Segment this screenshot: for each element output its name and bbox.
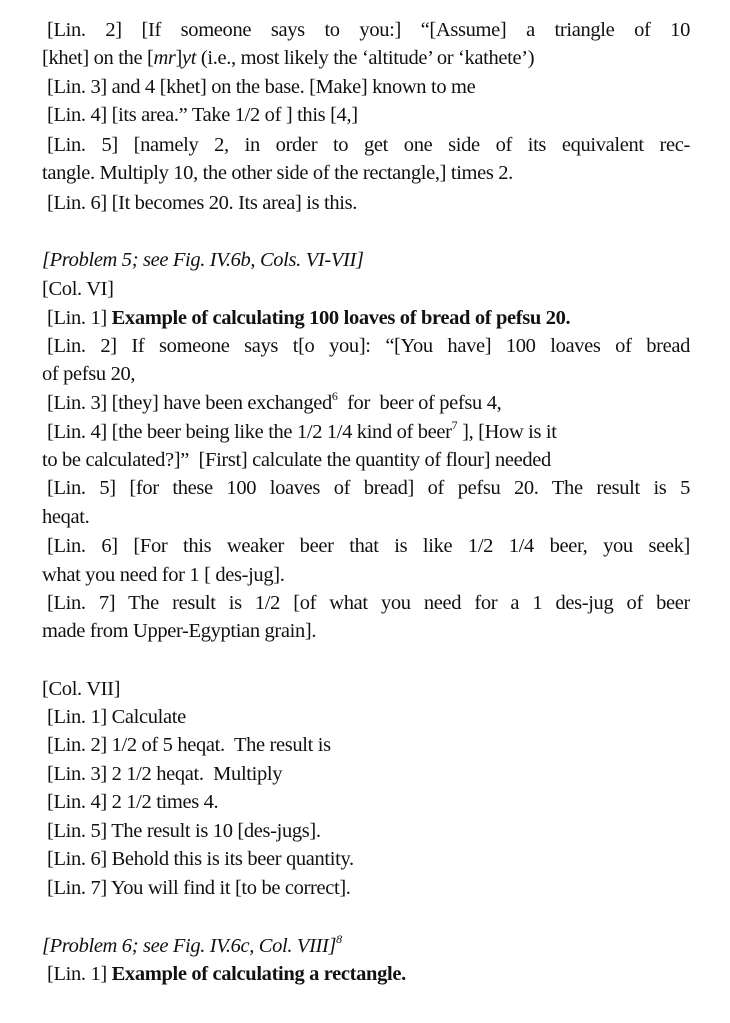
p5-col6-line-6: [47, 532, 690, 560]
line-label: [Lin. 7]: [47, 592, 116, 614]
line-text: what you need for 1 [ des-jug].: [42, 564, 285, 586]
col-6-heading: [Col. VI]: [42, 278, 114, 300]
footnote-marker[interactable]: 7: [451, 418, 458, 433]
col-7-heading: [Col. VII]: [42, 678, 121, 700]
line-text: [for these 100 loaves of bread] of pefsu 20. The result is 5: [129, 477, 690, 499]
p5-col6-line-5-cont: [42, 503, 690, 531]
line-text: (i.e., most likely the ‘altitude’ or ‘kathete’): [196, 47, 535, 69]
p4-line-3: [47, 73, 690, 101]
problem-6-heading: [42, 932, 690, 960]
line-text: of pefsu 20,: [42, 363, 136, 385]
line-text: The result is 10 [des-jugs].: [111, 820, 321, 842]
line-text: [its area.” Take 1/2 of ] this [4,]: [111, 104, 358, 126]
line-text: [they] have been exchanged: [111, 392, 332, 414]
p5-col6-line-7-cont: [42, 617, 690, 645]
p4-line-2-cont: [42, 44, 690, 72]
p5-col6-line-4: [47, 418, 690, 446]
line-label: [Lin. 6]: [47, 535, 118, 557]
p5-col6-line-6-cont: [42, 561, 690, 589]
line-text: If someone says t[o you]: “[You have] 100 loaves of bread: [131, 335, 690, 357]
p5-col6-line-1: [47, 304, 690, 332]
p5-col7-line-1: [47, 703, 690, 731]
italic-term: mr: [153, 47, 176, 69]
p5-col6-line-7: [47, 589, 690, 617]
line-text: You will find it [to be correct].: [110, 877, 351, 899]
line-label: [Lin. 1]: [47, 307, 107, 329]
p4-line-4: [47, 101, 690, 129]
line-text: [khet] on the [: [42, 47, 154, 69]
p5-col7-line-2: [47, 731, 690, 759]
p4-line-6: [47, 189, 690, 217]
p5-col7-line-3: [47, 760, 690, 788]
line-text: for beer of pefsu 4,: [337, 392, 502, 414]
line-text: and 4 [khet] on the base. [Make] known to me: [111, 76, 476, 98]
p5-col7-line-6: [47, 845, 690, 873]
p5-col6-line-2: [47, 332, 690, 360]
line-label: [Lin. 7]: [47, 877, 107, 899]
line-text-bold: Example of calculating 100 loaves of bread of pefsu 20.: [111, 307, 571, 329]
p5-col6-line-3: [47, 389, 690, 417]
line-text: [the beer being like the 1/2 1/4 kind of beer: [111, 421, 452, 443]
line-text: 2 1/2 times 4.: [111, 791, 219, 813]
line-text: 2 1/2 heqat. Multiply: [111, 763, 283, 785]
footnote-marker[interactable]: 6: [331, 389, 338, 404]
line-text: made from Upper-Egyptian grain].: [42, 620, 317, 642]
line-label: [Lin. 1]: [47, 706, 107, 728]
line-text: [For this weaker beer that is like 1/2 1/4 beer, you seek]: [133, 535, 690, 557]
italic-term: yt: [182, 47, 197, 69]
line-text: to be calculated?]” [First] calculate the quantity of flour] needed: [42, 449, 551, 471]
line-text: heqat.: [42, 506, 90, 528]
p5-col7-line-5: [47, 817, 690, 845]
line-text: [If someone says to you:] “[Assume] a triangle of 10: [141, 19, 690, 41]
p5-col7-line-7: [47, 874, 690, 902]
line-text: ], [How is it: [457, 421, 557, 443]
footnote-marker[interactable]: 8: [336, 932, 342, 947]
line-label: [Lin. 4]: [47, 421, 107, 443]
line-text: ]: [175, 47, 183, 69]
p5-col6-line-5: [47, 474, 690, 502]
p4-line-2: [47, 16, 690, 44]
line-label: [Lin. 6]: [47, 848, 107, 870]
line-label: [Lin. 4]: [47, 104, 107, 126]
line-text: Behold this is its beer quantity.: [111, 848, 354, 870]
line-label: [Lin. 4]: [47, 791, 107, 813]
line-label: [Lin. 5]: [47, 820, 107, 842]
line-label: [Lin. 3]: [47, 76, 107, 98]
line-label: [Lin. 1]: [47, 963, 107, 985]
line-label: [Lin. 5]: [47, 477, 116, 499]
line-text: The result is 1/2 [of what you need for a 1 des-jug of beer: [128, 592, 690, 614]
line-label: [Lin. 3]: [47, 763, 107, 785]
p6-line-1: [47, 960, 690, 988]
problem-5-heading: [Problem 5; see Fig. IV.6b, Cols. VI-VII]: [42, 249, 364, 271]
p5-col7-line-4: [47, 788, 690, 816]
p4-line-5-cont: [42, 159, 690, 187]
p4-line-5: [47, 131, 690, 159]
line-text: tangle. Multiply 10, the other side of the rectangle,] times 2.: [42, 162, 513, 184]
line-text: 1/2 of 5 heqat. The result is: [111, 734, 331, 756]
line-label: [Lin. 2]: [47, 335, 117, 357]
line-text-bold: Example of calculating a rectangle.: [111, 963, 406, 985]
p5-col6-line-4-cont: [42, 446, 690, 474]
heading-text: [Problem 6; see Fig. IV.6c, Col. VIII]: [42, 935, 337, 957]
line-label: [Lin. 5]: [47, 134, 118, 156]
line-label: [Lin. 2]: [47, 19, 122, 41]
line-label: [Lin. 2]: [47, 734, 107, 756]
line-text: Calculate: [111, 706, 186, 728]
p5-col6-line-2-cont: [42, 360, 690, 388]
line-label: [Lin. 3]: [47, 392, 107, 414]
line-text: [namely 2, in order to get one side of its equivalent rec-: [133, 134, 690, 156]
line-label: [Lin. 6]: [47, 192, 107, 214]
line-text: [It becomes 20. Its area] is this.: [111, 192, 358, 214]
